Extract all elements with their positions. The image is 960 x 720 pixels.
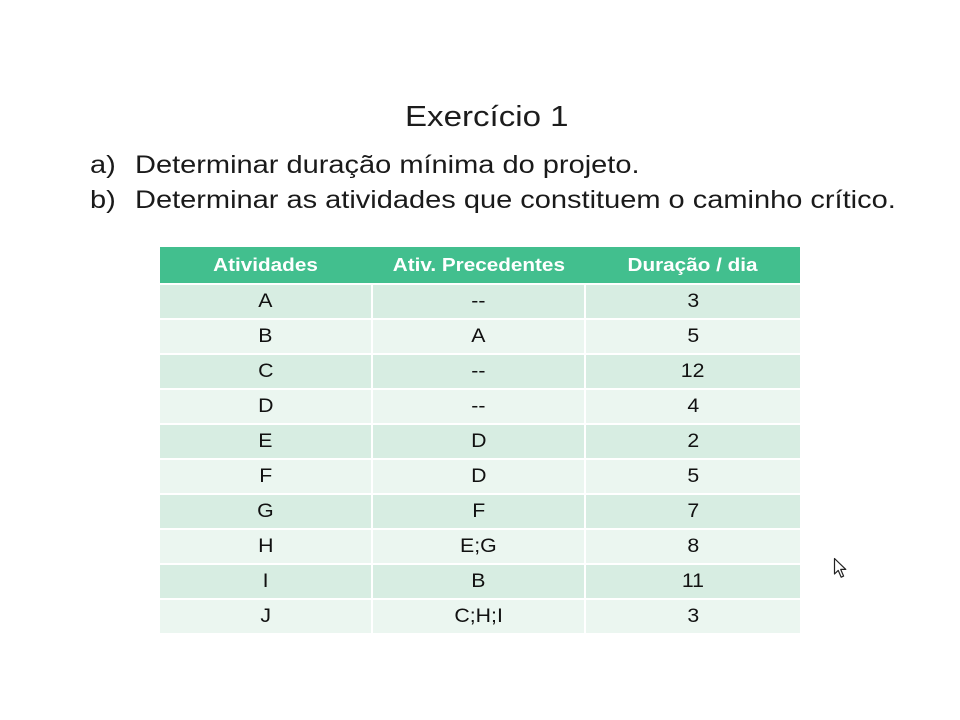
cell-text: -- <box>471 395 486 417</box>
cell-text: F <box>258 465 272 487</box>
cell-text: C <box>257 360 274 382</box>
header-label: Ativ. Precedentes <box>392 254 565 275</box>
activity-cell <box>160 390 371 423</box>
cell-text: 3 <box>687 290 699 312</box>
duration-cell <box>586 460 800 493</box>
activity-cell <box>160 495 371 528</box>
cell-text: D <box>257 395 274 417</box>
cell-text: 7 <box>687 500 699 522</box>
activity-cell <box>160 460 371 493</box>
header-cell-activities <box>160 247 372 283</box>
slide-title: Exercício 1 <box>405 101 569 133</box>
cell-text: B <box>471 570 486 592</box>
duration-cell <box>586 425 800 458</box>
table-row <box>160 390 800 423</box>
cell-text: 2 <box>687 430 699 452</box>
cell-text: E;G <box>460 535 497 557</box>
cell-text: 12 <box>681 360 705 382</box>
duration-cell <box>586 600 800 633</box>
table-row <box>160 460 800 493</box>
table-row <box>160 565 800 598</box>
activity-cell <box>160 355 371 388</box>
duration-cell <box>586 390 800 423</box>
predecessors-cell <box>373 530 584 563</box>
cell-text: F <box>471 500 485 522</box>
table-row <box>160 530 800 563</box>
task-text: Determinar duração mínima do projeto. <box>135 151 640 179</box>
table-row <box>160 425 800 458</box>
cell-text: J <box>260 605 271 627</box>
table-row <box>160 355 800 388</box>
duration-cell <box>586 495 800 528</box>
activities-table <box>160 247 800 633</box>
header-cell-predecessors <box>372 247 585 283</box>
table-body <box>160 285 800 633</box>
task-item-b <box>90 183 910 218</box>
predecessors-cell <box>373 425 584 458</box>
cell-text: B <box>258 325 273 347</box>
cell-text: -- <box>471 290 486 312</box>
predecessors-cell <box>373 460 584 493</box>
cell-text: 11 <box>681 570 705 592</box>
cell-text: C;H;I <box>454 605 503 627</box>
cell-text: 4 <box>687 395 699 417</box>
task-list <box>90 148 910 218</box>
cell-text: 3 <box>687 605 699 627</box>
predecessors-cell <box>373 495 584 528</box>
cell-text: A <box>471 325 486 347</box>
predecessors-cell <box>373 565 584 598</box>
activity-cell <box>160 600 371 633</box>
table-header-row <box>160 247 800 283</box>
header-cell-duration <box>585 247 800 283</box>
task-text: Determinar as atividades que constituem o caminho crítico. <box>135 186 896 214</box>
duration-cell <box>586 565 800 598</box>
header-label: Duração / dia <box>627 254 758 275</box>
mouse-cursor-icon <box>833 557 849 579</box>
predecessors-cell <box>373 320 584 353</box>
task-item-a <box>90 148 910 183</box>
duration-cell <box>586 285 800 318</box>
cell-text: -- <box>471 360 486 382</box>
activity-cell <box>160 285 371 318</box>
activity-cell <box>160 530 371 563</box>
table-row <box>160 600 800 633</box>
activity-cell <box>160 425 371 458</box>
cell-text: G <box>257 500 274 522</box>
duration-cell <box>586 355 800 388</box>
predecessors-cell <box>373 355 584 388</box>
task-label: a) <box>90 151 116 179</box>
predecessors-cell <box>373 390 584 423</box>
cell-text: A <box>258 290 273 312</box>
cell-text: D <box>470 430 487 452</box>
cell-text: H <box>257 535 274 557</box>
table-row <box>160 320 800 353</box>
cell-text: 8 <box>687 535 699 557</box>
cell-text: E <box>258 430 273 452</box>
predecessors-cell <box>373 285 584 318</box>
activity-cell <box>160 565 371 598</box>
cell-text: I <box>262 570 269 592</box>
predecessors-cell <box>373 600 584 633</box>
duration-cell <box>586 530 800 563</box>
table-row <box>160 495 800 528</box>
duration-cell <box>586 320 800 353</box>
task-label: b) <box>90 186 116 214</box>
cell-text: D <box>470 465 487 487</box>
table-row <box>160 285 800 318</box>
cell-text: 5 <box>687 325 699 347</box>
activity-cell <box>160 320 371 353</box>
header-label: Atividades <box>213 254 319 275</box>
cell-text: 5 <box>687 465 699 487</box>
